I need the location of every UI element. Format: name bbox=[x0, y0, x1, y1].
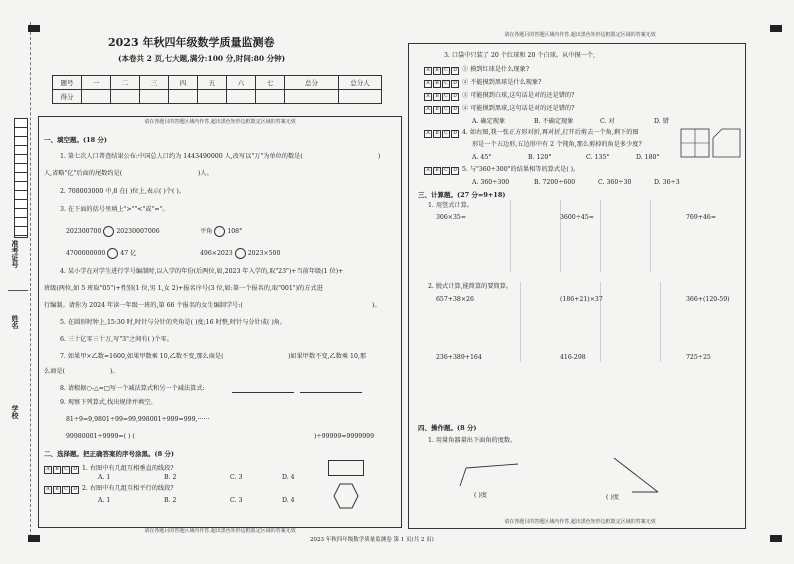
c1-title: 1. 用竖式计算。 bbox=[428, 202, 473, 209]
compare-4 bbox=[200, 248, 280, 259]
r-q3-o4-row bbox=[424, 106, 574, 114]
score-input[interactable] bbox=[110, 90, 139, 104]
q7-line2-end: )。 bbox=[110, 368, 119, 375]
section-2-title: 二、选择题。把正确答案的序号涂黑。(8 分) bbox=[44, 450, 174, 458]
c2-item-2: (186+21)×37 bbox=[560, 296, 603, 303]
r-q3-o1: ① 摸到红球是什么现象? bbox=[461, 66, 530, 73]
notice-bottom-right: 请在各题目的答题区域内作答,超出黑色矩形边框限定区域的答案无效 bbox=[504, 519, 656, 525]
grid-line bbox=[600, 200, 601, 272]
grid-line bbox=[600, 282, 601, 362]
c2-item-6: 725÷25 bbox=[686, 354, 711, 361]
option-d-bubble[interactable]: D bbox=[451, 167, 459, 175]
option-label: A. 45° bbox=[472, 154, 492, 161]
option-label: A. 360÷300 bbox=[472, 179, 510, 186]
r-q5-options bbox=[472, 180, 702, 186]
rectangle-figure bbox=[328, 460, 364, 476]
q4-line3-end: )。 bbox=[372, 302, 381, 309]
option-label: A. 1 bbox=[98, 497, 111, 504]
c2-title: 2. 脱式计算,能简算的要简算。 bbox=[428, 283, 513, 290]
option-c-bubble[interactable]: C bbox=[442, 106, 450, 114]
compare-blank[interactable] bbox=[214, 226, 225, 237]
option-d-bubble[interactable]: D bbox=[451, 80, 459, 88]
option-a-bubble[interactable]: A bbox=[424, 106, 432, 114]
compare-left: 202300700 bbox=[66, 228, 102, 235]
compare-left: 4700000000 bbox=[66, 250, 106, 257]
c1-item-2: 3600÷45= bbox=[560, 214, 594, 221]
r-q5-text: 5. 与"360÷300"的结果相等的算式是( )。 bbox=[461, 166, 580, 173]
option-c-bubble[interactable]: C bbox=[442, 130, 450, 138]
score-cell: 四 bbox=[168, 76, 197, 90]
q4-line2: 班级(两位,如 5 班取"05")+性别(1 位,男 1,女 2)+报名序号(3 位,如:第一个报名的,取"001")的方式进 bbox=[44, 285, 323, 292]
mc2-options bbox=[98, 498, 298, 504]
q1-line2: 人,省略"亿"后面的尾数约是( bbox=[44, 170, 123, 177]
o1-text: 1. 用量角器量出下面角的度数。 bbox=[428, 437, 517, 444]
option-b-bubble[interactable]: B bbox=[433, 67, 441, 75]
binding-line bbox=[30, 22, 31, 542]
q1-line2-end: )人。 bbox=[198, 170, 213, 177]
option-a-bubble[interactable]: A bbox=[424, 130, 432, 138]
option-b-bubble[interactable]: B bbox=[433, 167, 441, 175]
r-q4-row bbox=[424, 130, 639, 138]
score-value-row bbox=[53, 90, 382, 104]
r-q3-options bbox=[472, 119, 702, 125]
option-a-bubble[interactable]: A bbox=[44, 486, 52, 494]
q8-text: 8. 请根据○-△=□写一个减法算式和另一个减法算式: bbox=[60, 385, 205, 392]
score-input[interactable] bbox=[226, 90, 255, 104]
score-cell: 一 bbox=[82, 76, 111, 90]
c1-item-3: 769+46= bbox=[686, 214, 717, 221]
folded-square-figure bbox=[680, 128, 742, 160]
r-q3-o4: ④ 可能摸到黑球,这句话是对的还是错的? bbox=[461, 105, 575, 112]
hexagon-figure bbox=[333, 483, 359, 509]
option-b-bubble[interactable]: B bbox=[433, 130, 441, 138]
score-cell: 得分 bbox=[53, 90, 82, 104]
option-label: D. 4 bbox=[282, 474, 295, 481]
compare-3 bbox=[66, 248, 136, 259]
option-c-bubble[interactable]: C bbox=[442, 67, 450, 75]
option-label: B. 不确定现象 bbox=[534, 118, 574, 125]
name-label: 姓名 bbox=[11, 315, 20, 329]
angle-2-answer[interactable]: ( )度 bbox=[606, 494, 619, 501]
answer-line[interactable] bbox=[232, 392, 294, 393]
q4-line1: 4. 某小学在对学生进行学号编制时,以入学的年份(后两位,如,2023 年入学的,取"23")+当前年级(1 位)+ bbox=[60, 268, 344, 275]
mc1-options bbox=[98, 475, 298, 481]
option-label: B. 2 bbox=[164, 474, 177, 481]
option-a-bubble[interactable]: A bbox=[424, 67, 432, 75]
r-q4-options bbox=[472, 155, 692, 161]
angle-1-answer[interactable]: ( )度 bbox=[474, 492, 487, 499]
mc2-text: 2. 右图中有几组互相平行的线段? bbox=[81, 485, 174, 492]
option-c-bubble[interactable]: C bbox=[62, 466, 70, 474]
option-a-bubble[interactable]: A bbox=[424, 93, 432, 101]
notice-top-left: 请在各题目的答题区域内作答,超出黑色矩形边框限定区域的答案无效 bbox=[144, 119, 296, 125]
score-cell: 三 bbox=[139, 76, 168, 90]
option-d-bubble[interactable]: D bbox=[451, 93, 459, 101]
r-q4-line2: 形是一个五边形,五边形中有 2 个钝角,那么剪掉的角是多少度? bbox=[472, 141, 642, 148]
section-4-title: 四、操作题。(8 分) bbox=[418, 424, 477, 432]
score-cell: 六 bbox=[226, 76, 255, 90]
compare-right: 47 亿 bbox=[120, 250, 137, 257]
option-b-bubble[interactable]: B bbox=[433, 80, 441, 88]
q3-text: 3. 在下面的括号里填上">""<"或"="。 bbox=[60, 206, 169, 213]
c2-item-5: 416-298 bbox=[560, 354, 586, 361]
r-q3-o3-row bbox=[424, 93, 574, 101]
compare-2 bbox=[200, 226, 242, 237]
r-q3-o1-row bbox=[424, 67, 529, 75]
option-b-bubble[interactable]: B bbox=[53, 486, 61, 494]
option-d-bubble[interactable]: D bbox=[71, 486, 79, 494]
option-label: C. 360÷30 bbox=[598, 179, 632, 186]
grid-line bbox=[650, 200, 651, 272]
option-d-bubble[interactable]: D bbox=[71, 466, 79, 474]
q9-blank-end: )÷99999=9999999 bbox=[314, 433, 375, 440]
ticket-number-box bbox=[14, 118, 28, 238]
option-label: D. 4 bbox=[282, 497, 295, 504]
option-d-bubble[interactable]: D bbox=[451, 106, 459, 114]
score-cell: 题号 bbox=[53, 76, 82, 90]
grid-line bbox=[660, 282, 661, 362]
grid-line bbox=[560, 200, 561, 272]
option-label: D. 错 bbox=[654, 118, 669, 125]
mc2-row bbox=[44, 486, 174, 494]
section-1-title: 一、填空题。(18 分) bbox=[44, 136, 107, 144]
option-label: A. 确定现象 bbox=[472, 118, 506, 125]
option-c-bubble[interactable]: C bbox=[442, 80, 450, 88]
score-input[interactable] bbox=[139, 90, 168, 104]
compare-right: 20230007006 bbox=[116, 228, 160, 235]
compare-right: 2023×500 bbox=[247, 250, 281, 257]
option-c-bubble[interactable]: C bbox=[442, 93, 450, 101]
q7-line1-end: )如果甲数不变,乙数乘 10,那 bbox=[288, 353, 367, 360]
c2-item-3: 366+(120-59) bbox=[686, 296, 730, 303]
score-cell: 二 bbox=[110, 76, 139, 90]
option-c-bubble[interactable]: C bbox=[442, 167, 450, 175]
score-cell: 总分人 bbox=[339, 76, 382, 90]
r-q5-row bbox=[424, 167, 579, 175]
compare-blank[interactable] bbox=[107, 248, 118, 259]
mc1-text: 1. 右图中有几组互相垂直的线段? bbox=[81, 465, 174, 472]
corner-marker bbox=[28, 535, 40, 542]
score-header-row bbox=[53, 76, 382, 90]
grid-line bbox=[520, 282, 521, 362]
score-input[interactable] bbox=[255, 90, 284, 104]
score-input[interactable] bbox=[284, 90, 338, 104]
option-d-bubble[interactable]: D bbox=[451, 130, 459, 138]
school-label: 学校 bbox=[11, 405, 20, 419]
option-label: A. 1 bbox=[98, 474, 111, 481]
score-table bbox=[52, 75, 382, 104]
score-input[interactable] bbox=[82, 90, 111, 104]
notice-bottom-left: 请在各题目的答题区域内作答,超出黑色矩形边框限定区域的答案无效 bbox=[144, 528, 296, 534]
option-b-bubble[interactable]: B bbox=[433, 93, 441, 101]
answer-line[interactable] bbox=[300, 392, 362, 393]
compare-blank[interactable] bbox=[103, 226, 114, 237]
option-label: C. 3 bbox=[230, 497, 243, 504]
score-cell: 总分 bbox=[284, 76, 338, 90]
q1-line1-end: ) bbox=[378, 153, 381, 160]
section-3-title: 三、计算题。(27 分=9+18) bbox=[418, 191, 506, 199]
score-input[interactable] bbox=[197, 90, 226, 104]
option-label: D. 180° bbox=[636, 154, 660, 161]
corner-marker bbox=[770, 25, 782, 32]
page-subtitle: (本卷共 2 页,七大题,满分:100 分,时间:80 分钟) bbox=[118, 54, 286, 63]
score-input[interactable] bbox=[168, 90, 197, 104]
corner-marker bbox=[28, 25, 40, 32]
score-cell: 七 bbox=[255, 76, 284, 90]
option-label: B. 2 bbox=[164, 497, 177, 504]
page-title: 2023 年秋四年级数学质量监测卷 bbox=[108, 36, 275, 49]
compare-blank[interactable] bbox=[235, 248, 246, 259]
c2-item-4: 236+389+164 bbox=[436, 354, 482, 361]
option-label: D. 36÷3 bbox=[654, 179, 680, 186]
q4-line3: 行编制。请你为 2024 年读一年级一班的,第 66 个报名的女生编制学号:( bbox=[44, 302, 243, 309]
score-cell: 五 bbox=[197, 76, 226, 90]
corner-marker bbox=[770, 535, 782, 542]
angle-figure-1 bbox=[458, 462, 528, 488]
q2-text: 2. 708003000 中,8 在( )位上,表示( )个( )。 bbox=[60, 188, 185, 195]
angle-figure-2 bbox=[612, 456, 662, 496]
compare-1 bbox=[66, 226, 160, 237]
option-a-bubble[interactable]: A bbox=[424, 167, 432, 175]
q9-pattern: 81÷9=9,9801÷99=99,998001÷999=999,······ bbox=[66, 416, 210, 423]
notice-top-right: 请在各题目的答题区域内作答,超出黑色矩形边框限定区域的答案无效 bbox=[504, 32, 656, 38]
option-label: C. 3 bbox=[230, 474, 243, 481]
q7-line1: 7. 如果甲×乙数=1600,如果甲数乘 10,乙数不变,那么商是( bbox=[60, 353, 224, 360]
divider bbox=[8, 290, 28, 291]
option-label: B. 120° bbox=[528, 154, 552, 161]
q5-text: 5. 在圆形时钟上,15:30 时,时针与分针的夹角是( )度;16 时整,时针与分针成( )角。 bbox=[60, 319, 287, 326]
r-q3-o2-row bbox=[424, 80, 542, 88]
compare-left: 平角 bbox=[200, 228, 213, 235]
grid-line bbox=[510, 200, 511, 272]
c2-item-1: 657+38×26 bbox=[436, 296, 474, 303]
option-label: C. 对 bbox=[600, 118, 615, 125]
option-c-bubble[interactable]: C bbox=[62, 486, 70, 494]
q9-blank: 99980001÷9999=( ) ( bbox=[66, 433, 135, 440]
option-label: C. 135° bbox=[586, 154, 610, 161]
ticket-label: 准考证号 bbox=[11, 240, 20, 268]
r-q3-text: 3. 口袋中只装了 20 个红球和 20 个白球。从中摸一个, bbox=[444, 52, 596, 59]
option-a-bubble[interactable]: A bbox=[44, 466, 52, 474]
compare-right: 108° bbox=[227, 228, 243, 235]
score-input[interactable] bbox=[339, 90, 382, 104]
page-footer: 2023 年秋四年级数学质量监测卷 第 1 页(共 2 页) bbox=[310, 537, 434, 543]
option-b-bubble[interactable]: B bbox=[53, 466, 61, 474]
mc1-row bbox=[44, 466, 174, 474]
q6-text: 6. 三十亿零三十万,写"3"之间有( )个零。 bbox=[60, 336, 173, 343]
q7-line2: 么商是( bbox=[44, 368, 65, 375]
option-d-bubble[interactable]: D bbox=[451, 67, 459, 75]
q9-text: 9. 观察下列算式,找出规律并填空。 bbox=[60, 399, 157, 406]
r-q3-o2: ② 不能摸到黑球是什么现象? bbox=[461, 79, 542, 86]
option-b-bubble[interactable]: B bbox=[433, 106, 441, 114]
c1-item-1: 306×35= bbox=[436, 214, 467, 221]
option-label: B. 7200÷600 bbox=[534, 179, 576, 186]
r-q4-line1: 4. 如右图,我一张正方形对折,再对折,打开后剪去一个角,剩下的图 bbox=[461, 129, 639, 136]
compare-left: 496×2023 bbox=[200, 250, 233, 257]
option-a-bubble[interactable]: A bbox=[424, 80, 432, 88]
q1-line1: 1. 第七次人口普查结果公布:中国总人口约为 1443490000 人,改写以"万"为单位的数是( bbox=[60, 153, 303, 160]
r-q3-o3: ③ 可能摸到白球,这句话是对的还是错的? bbox=[461, 92, 575, 99]
